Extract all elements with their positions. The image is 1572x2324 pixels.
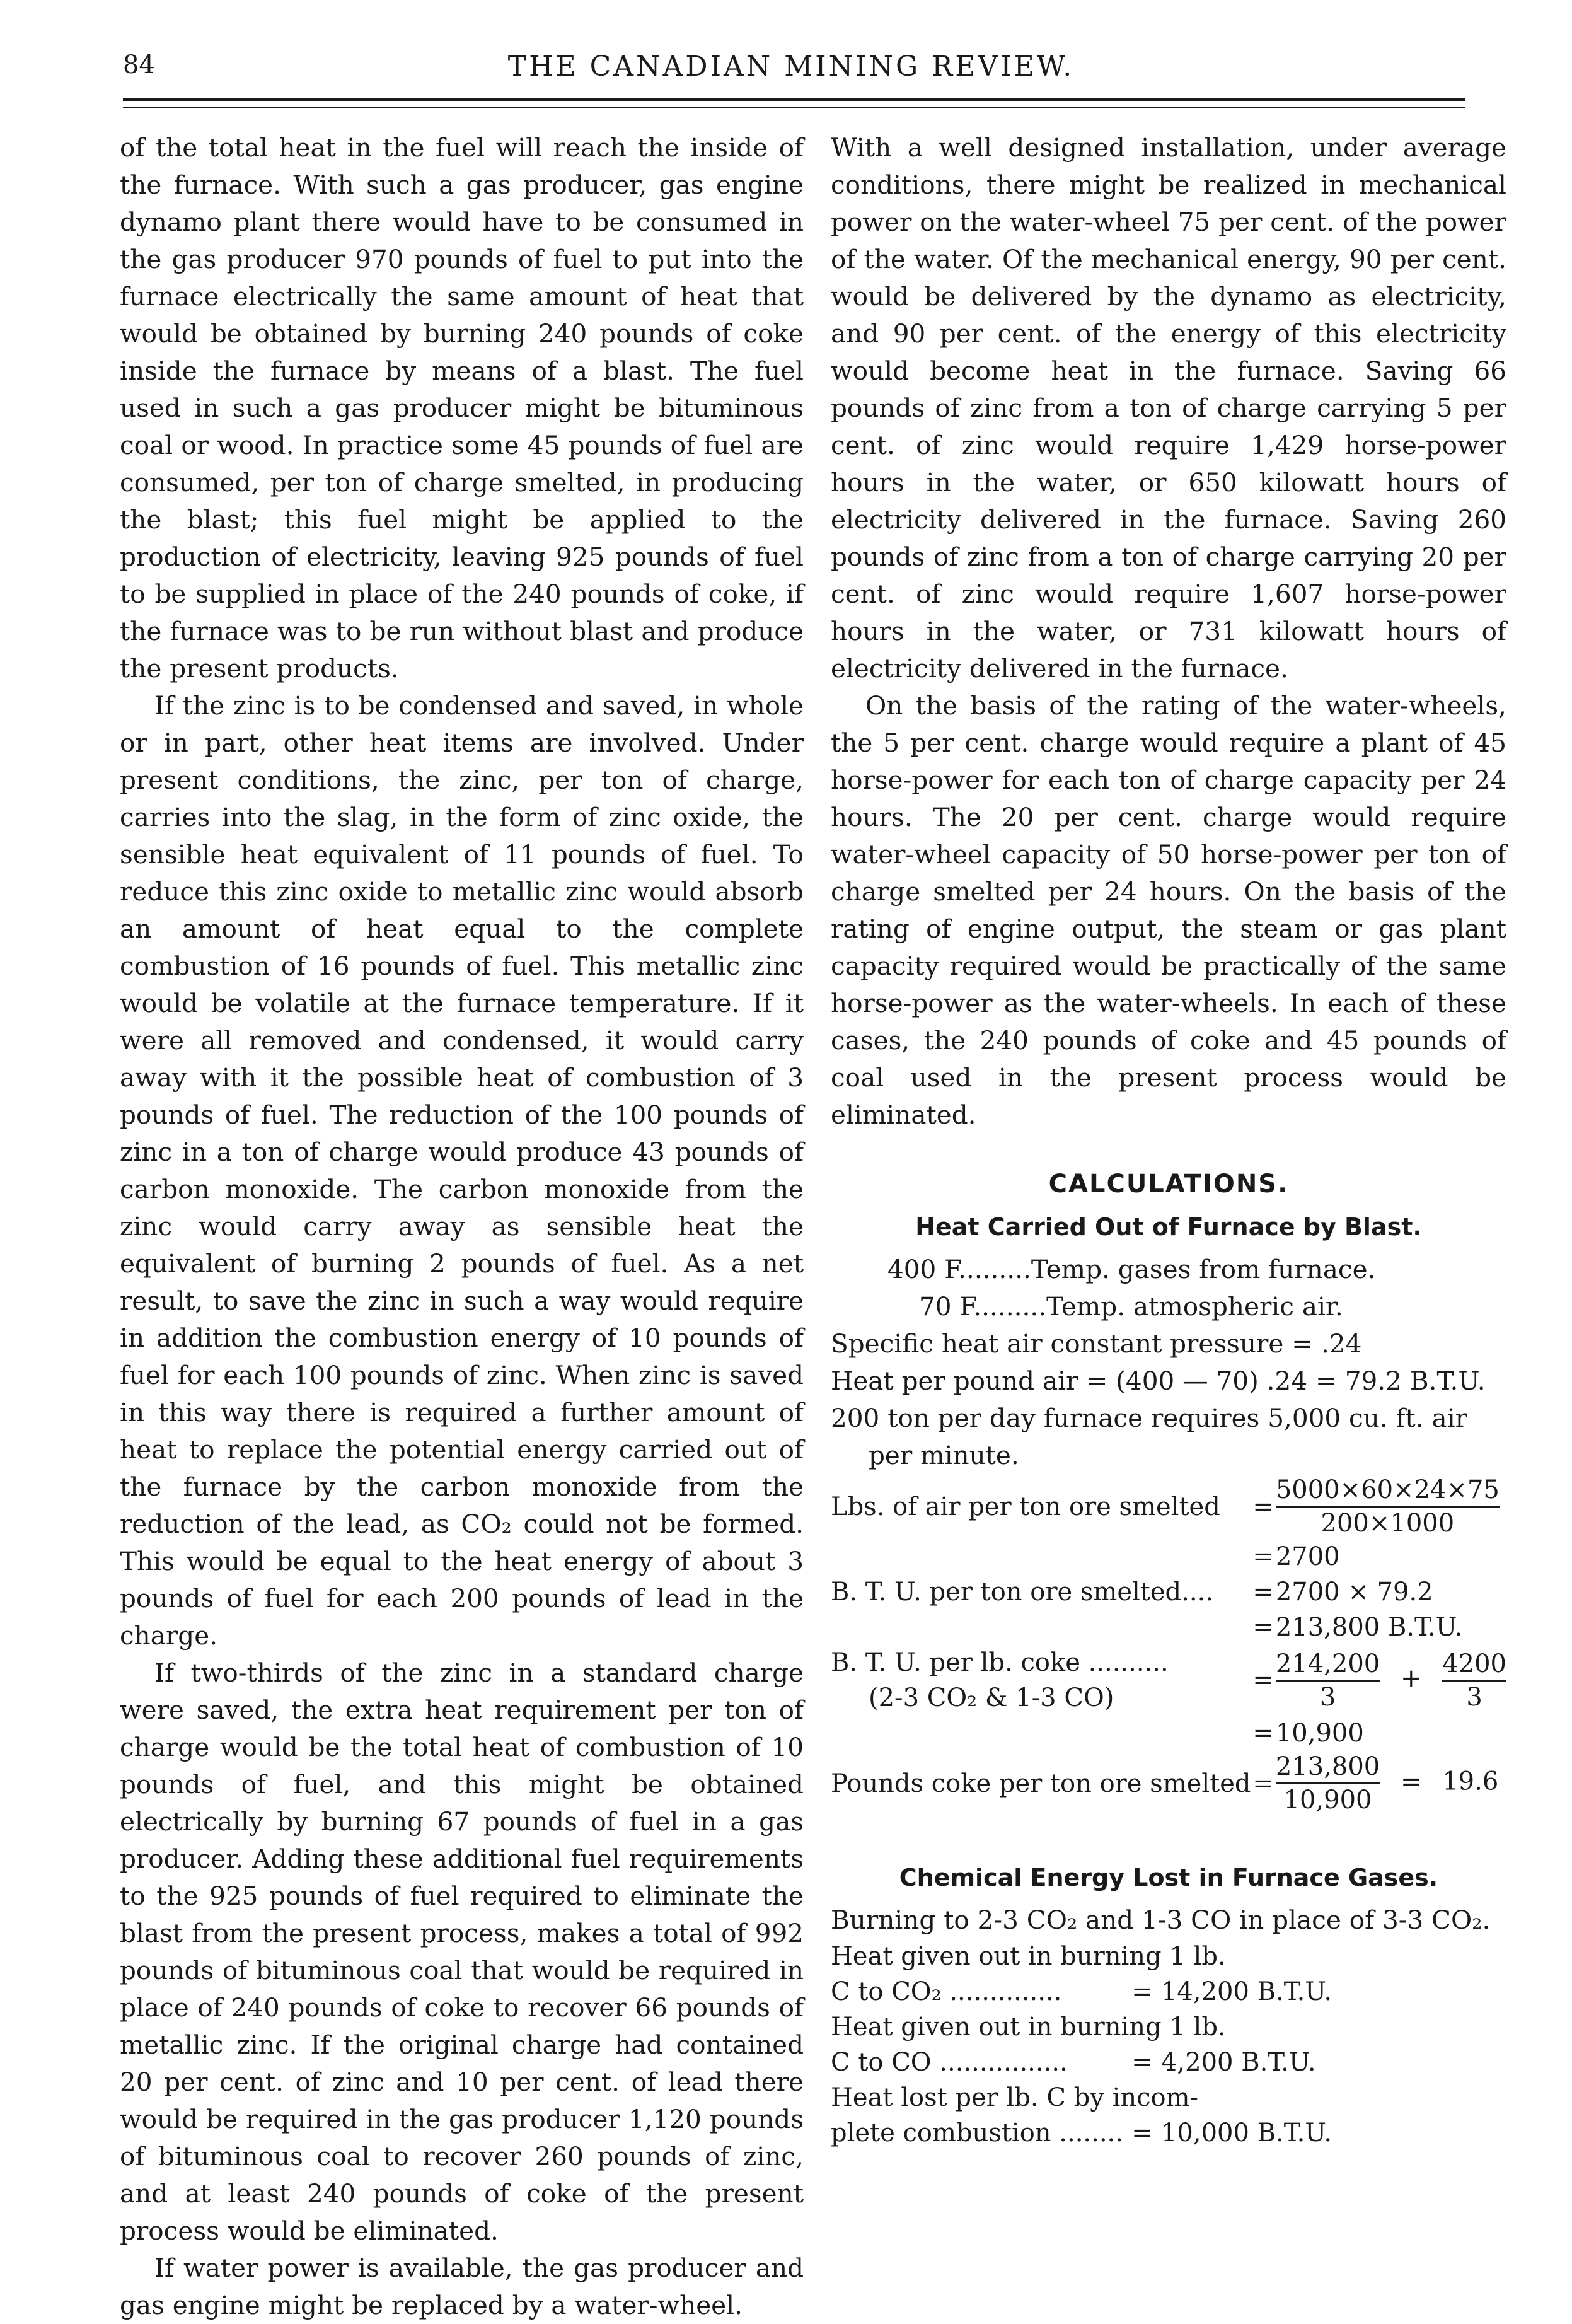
btu-lb-label: B. T. U. per lb. coke ..........	[831, 1648, 1169, 1677]
btu-lb-sublabel: (2-3 CO₂ & 1-3 CO)	[869, 1683, 1114, 1712]
btu-ton-label: B. T. U. per ton ore smelted....	[831, 1577, 1213, 1606]
paragraph: If two-thirds of the zinc in a standard charge were saved, the extra heat requirement per ton of charge would be the total heat of combustion of 10 pounds of fuel, and this might be obtained electrically by burning 67 pounds of fuel in a gas producer. Adding these additional fuel requirements to the 925 pounds of fuel required to eliminate the blast from the present process, makes a total of 992 pounds of bituminous coal that would be required in place of 240 pounds of coke to recover 66 pounds of metallic zinc. If the original charge had contained 20 per cent. of zinc and 10 per cent. of lead there would be required in the gas producer 1,120 pounds of bituminous coal to recover 260 pounds of zinc, and at least 240 pounds of coke of the present process would be eliminated.	[120, 1658, 804, 2246]
paragraph: On the basis of the rating of the water-wheels, the 5 per cent. charge would require a plant of 45 horse-power for each ton of charge capacity per 24 hours. The 20 per cent. charge would require water-wheel capacity of 50 horse-power per ton of charge smelted per 24 hours. On the basis of the rating of engine output, the steam or gas plant capacity required would be practically of the same horse-power as the water-wheels. In each of these cases, the 240 pounds of coke and 45 pounds of coal used in the present process would be eliminated.	[831, 690, 1506, 1130]
blast-heading: Heat Carried Out of Furnace by Blast.	[915, 1213, 1422, 1241]
coke-fraction	[1276, 1751, 1380, 1816]
right-column	[831, 129, 1506, 2151]
journal-title: THE CANADIAN MINING REVIEW.	[507, 50, 1075, 83]
heat-lost-label: Heat lost per lb. C by incom-	[831, 2083, 1199, 2112]
equals-sign: =	[1252, 1613, 1274, 1642]
burning-line: Burning to 2-3 CO₂ and 1-3 CO in place of 3-3 CO₂.	[831, 1905, 1491, 1935]
fraction-numerator: 4200	[1442, 1649, 1506, 1678]
page-number: 84	[123, 50, 155, 79]
heat-c-co-value: 4,200 B.T.U.	[1160, 2048, 1316, 2077]
paragraph: of the total heat in the fuel will reach the inside of the furnace. With such a gas producer, gas engine dynamo plant there would have to be consumed in the gas producer 970 pounds of fuel to put into the furnace electrically the same amount of heat that would be obtained by burning 240 pounds of coke inside the furnace by means of a blast. The fuel used in such a gas producer might be bituminous coal or wood. In practice some 45 pounds of fuel are consumed, per ton of charge smelted, in producing the blast; this fuel might be applied to the production of electricity, leaving 925 pounds of fuel to be supplied in place of the 240 pounds of coke, if the furnace was to be run without blast and produce the present products.	[120, 132, 804, 683]
equals-sign: =	[1252, 1577, 1274, 1606]
btu-lb-fraction-2	[1442, 1648, 1506, 1713]
lbs-air-label: Lbs. of air per ton ore smelted	[831, 1492, 1220, 1521]
btu-lb-fraction-1	[1276, 1648, 1380, 1713]
equals-sign: =	[1252, 1492, 1274, 1521]
chemical-energy-table	[831, 1939, 1332, 2151]
plus-sign: +	[1400, 1664, 1422, 1693]
left-column	[120, 129, 804, 2324]
heat-c-co2-label: Heat given out in burning 1 lb.	[831, 1942, 1226, 1971]
fraction-denominator: 3	[1466, 1682, 1482, 1712]
heat-lost-sublabel: plete combustion ........	[831, 2118, 1123, 2147]
equals-sign: =	[1131, 1977, 1153, 2006]
heat-c-co-label: Heat given out in burning 1 lb.	[831, 2013, 1226, 2042]
btu-ton-expression: 2700 × 79.2	[1275, 1577, 1433, 1606]
equals-sign: =	[1252, 1666, 1274, 1695]
fraction-denominator: 200×1000	[1321, 1509, 1455, 1538]
equals-sign: =	[1400, 1767, 1422, 1796]
fraction-numerator: 214,200	[1275, 1649, 1380, 1678]
btu-ton-result: 213,800 B.T.U.	[1275, 1613, 1463, 1642]
header-rule-thick	[123, 98, 1465, 101]
heat-lost-value: 10,000 B.T.U.	[1160, 2118, 1332, 2147]
heat-c-co2-value: 14,200 B.T.U.	[1160, 1977, 1332, 2006]
furnace-requirement-line: 200 ton per day furnace requires 5,000 cu. ft. air	[831, 1403, 1468, 1433]
fraction-numerator: 5000×60×24×75	[1275, 1475, 1500, 1504]
heat-c-co2-sublabel: C to CO₂ ..............	[831, 1977, 1062, 2006]
chemical-energy-heading: Chemical Energy Lost in Furnace Gases.	[899, 1864, 1438, 1891]
page-header	[117, 44, 1465, 95]
fraction-numerator: 213,800	[1275, 1752, 1380, 1781]
calculations-heading: CALCULATIONS.	[1048, 1170, 1289, 1199]
paragraph: If the zinc is to be condensed and saved, in whole or in part, other heat items are involved. Under present conditions, the zinc, per ton of charge, carries into the slag, in the form of zinc oxide, the sensible heat equivalent of 11 pounds of fuel. To reduce this zinc oxide to metallic zinc would absorb an amount of heat equal to the complete combustion of 16 pounds of fuel. This metallic zinc would be volatile at the furnace temperature. If it were all removed and condensed, it would carry away with it the possible heat of combustion of 3 pounds of fuel. The reduction of the 100 pounds of zinc in a ton of charge would produce 43 pounds of carbon monoxide. The carbon monoxide from the zinc would carry away as sensible heat the equivalent of burning 2 pounds of fuel. As a net result, to save the zinc in such a way would require in addition the combustion energy of 10 pounds of fuel for each 100 pounds of zinc. When zinc is saved in this way there is required a further amount of heat to replace the potential energy carried out of the furnace by the carbon monoxide from the reduction of the lead, as CO₂ could not be formed. This would be equal to the heat energy of about 3 pounds of fuel for each 200 pounds of lead in the charge.	[120, 690, 804, 1651]
paragraph: If water power is available, the gas producer and gas engine might be replaced by a water-wheel.	[120, 2253, 804, 2320]
specific-heat-line: Specific heat air constant pressure = .24	[831, 1328, 1362, 1359]
equals-sign: =	[1131, 2048, 1153, 2077]
equals-sign: =	[1252, 1719, 1274, 1748]
temp-gases-line: 400 F.........Temp. gases from furnace.	[887, 1254, 1376, 1284]
blast-calculation-table	[831, 1474, 1506, 1816]
equals-sign: =	[1252, 1542, 1274, 1571]
btu-lb-result: 10,900	[1275, 1719, 1364, 1748]
equals-sign: =	[1252, 1769, 1274, 1798]
coke-result: 19.6	[1442, 1767, 1499, 1796]
lbs-air-fraction	[1276, 1474, 1500, 1539]
heat-per-pound-line: Heat per pound air = (400 — 70) .24 = 79.2 B.T.U.	[831, 1366, 1486, 1396]
temp-air-line: 70 F.........Temp. atmospheric air.	[919, 1291, 1343, 1322]
equals-sign: =	[1131, 2118, 1153, 2147]
paragraph: With a well designed installation, under average conditions, there might be realized in mechanical power on the water-wheel 75 per cent. of the power of the water. Of the mechanical energy, 90 per cent. would be delivered by the dynamo as electricity, and 90 per cent. of the energy of this electricity would become heat in the furnace. Saving 66 pounds of zinc from a ton of charge carrying 5 per cent. of zinc would require 1,429 horse-power hours in the water, or 650 kilowatt hours of electricity delivered in the furnace. Saving 260 pounds of zinc from a ton of charge carrying 20 per cent. of zinc would require 1,607 horse-power hours in the water, or 731 kilowatt hours of electricity delivered in the furnace.	[831, 132, 1506, 683]
heat-c-co-sublabel: C to CO ................	[831, 2048, 1068, 2077]
furnace-requirement-cont: per minute.	[869, 1440, 1019, 1470]
fraction-denominator: 10,900	[1283, 1786, 1372, 1815]
lbs-air-result: 2700	[1275, 1542, 1340, 1571]
header-rule-thin	[123, 107, 1465, 108]
coke-label: Pounds coke per ton ore smelted	[831, 1769, 1251, 1798]
fraction-denominator: 3	[1319, 1682, 1336, 1712]
